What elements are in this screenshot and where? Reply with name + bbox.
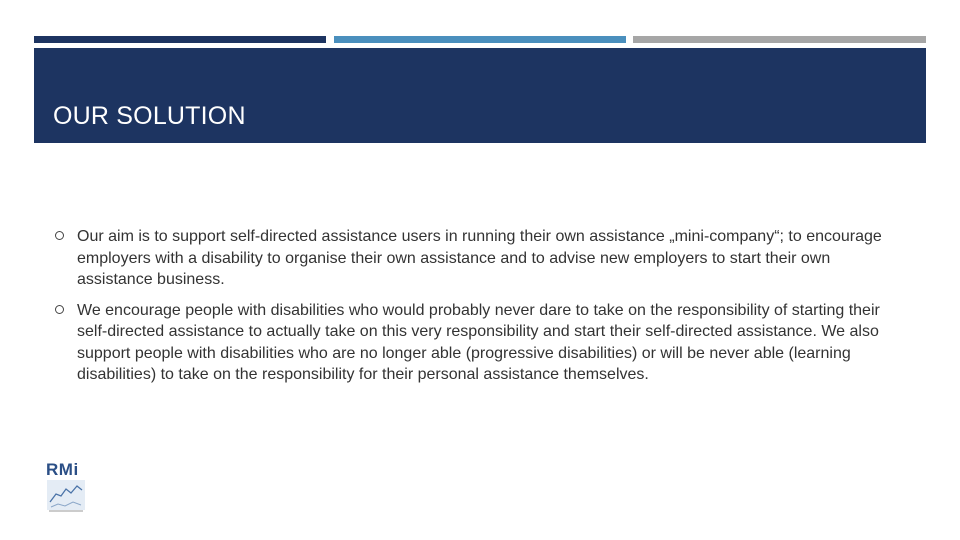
accent-bar-gray: [633, 36, 926, 43]
hollow-circle-bullet-icon: [55, 231, 64, 240]
bullet-item: [55, 226, 905, 291]
rmi-logo: [44, 460, 88, 512]
bullet-list: [55, 226, 905, 395]
bullet-text: We encourage people with disabilities who would probably never dare to take on the responsibility of starting their self-directed assistance to actually take on this very responsibility and start their self-directed assistance. We also support people with disabilities who are no longer able (progressive disabilities) or will be never able (learning disabilities) to take on the responsibility for their personal assistance themselves.: [77, 301, 880, 383]
title-band: [34, 48, 926, 143]
rmi-logo-icon: [47, 480, 85, 512]
logo-text: RMi: [46, 460, 79, 479]
accent-bar-light-blue: [334, 36, 626, 43]
hollow-circle-bullet-icon: [55, 305, 64, 314]
bullet-item: [55, 300, 905, 386]
bullet-text: Our aim is to support self-directed assistance users in running their own assistance „mini-company“; to encourage employers with a disability to organise their own assistance and to advise new employers to start their own assistance business.: [77, 228, 882, 288]
accent-bar-dark-blue: [34, 36, 326, 43]
slide-title: OUR SOLUTION: [53, 102, 246, 130]
